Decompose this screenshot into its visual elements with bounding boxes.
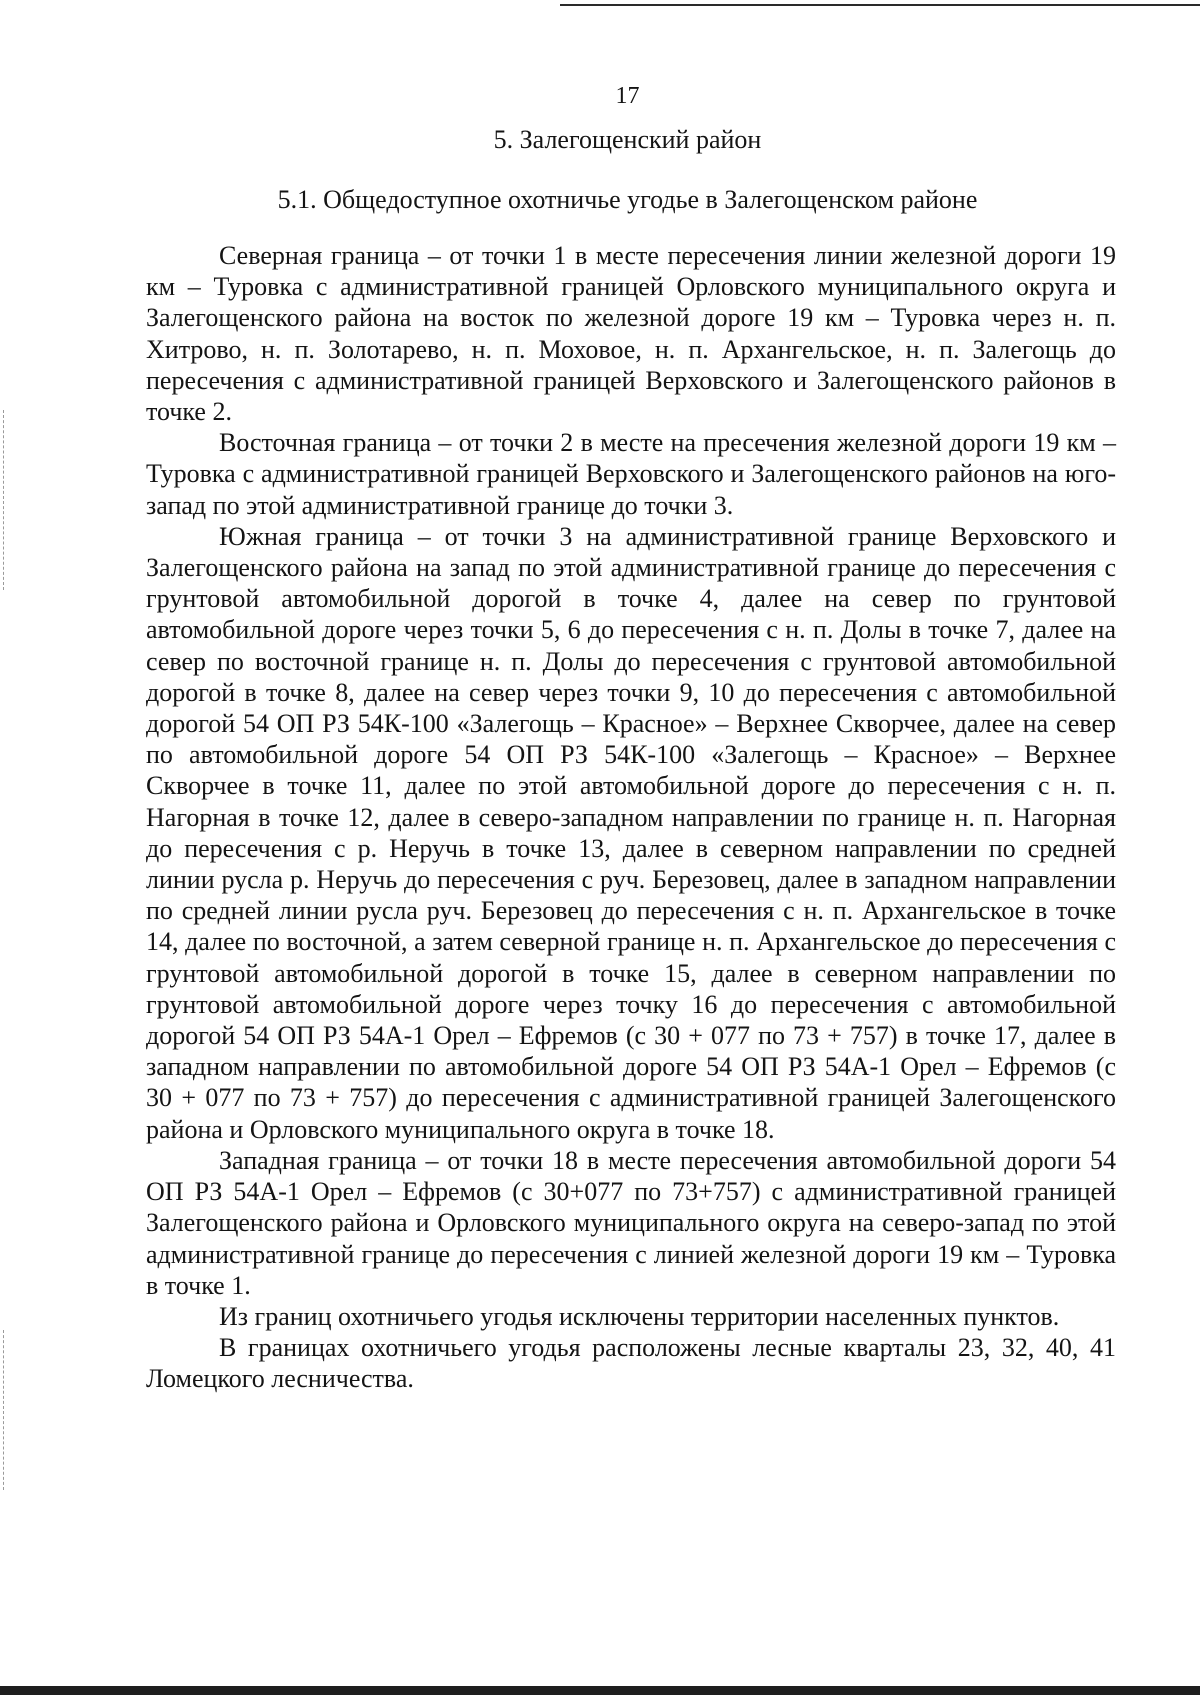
scan-left-edge-mark: [3, 410, 4, 590]
scan-left-edge-mark: [3, 1330, 4, 1490]
scan-bottom-border: [0, 1686, 1200, 1695]
document-body: [146, 240, 1116, 1395]
paragraph-eastern-boundary: Восточная граница – от точки 2 в месте на пресечения железной дороги 19 км – Туровка с административной границей Верховского и Залегощенского районов на юго-запад по этой административной границе до точки 3.: [146, 428, 1116, 520]
paragraph-exclusions: Из границ охотничьего угодья исключены территории населенных пунктов.: [219, 1301, 1060, 1331]
paragraph-western-boundary: Западная граница – от точки 18 в месте пересечения автомобильной дороги 54 ОП РЗ 54А-1 Орел – Ефремов (с 30+077 по 73+757) с административной границей Залегощенского района и Орловского муниципального округа на северо-запад по этой административной границе до пересечения с линией железной дороги 19 км – Туровка в точке 1.: [146, 1145, 1116, 1300]
paragraph-southern-boundary: Южная граница – от точки 3 на административной границе Верховского и Залегощенского района на запад по этой административной границе до пересечения с грунтовой автомобильной дорогой в точке 4, далее на север по грунтовой автомобильной дороге через точки 5, 6 до пересечения с н. п. Долы в точке 7, далее на север по восточной границе н. п. Долы до пересечения с грунтовой автомобильной дорогой в точке 8, далее на север через точки 9, 10 до пересечения с автомобильной дорогой 54 ОП РЗ 54К-100 «Залегощь – Красное» – Верхнее Скворчее, далее на север по автомобильной дороге 54 ОП РЗ 54К-100 «Залегощь – Красное» – Верхнее Скворчее в точке 11, далее по этой автомобильной дороге до пересечения с н. п. Нагорная в точке 12, далее в северо-западном направлении по границе н. п. Нагорная до пересечения с р. Неручь в точке 13, далее в северном направлении по средней линии русла р. Неручь до пересечения с руч. Березовец, далее в западном направлении по средней линии русла руч. Березовец до пересечения с н. п. Архангельское в точке 14, далее по восточной, а затем северной границе н. п. Архангельское до пересечения с грунтовой автомобильной дорогой в точке 15, далее в северном направлении по грунтовой автомобильной дороге через точку 16 до пересечения с автомобильной дорогой 54 ОП РЗ 54А-1 Орел – Ефремов (с 30 + 077 по 73 + 757) в точке 17, далее в западном направлении по автомобильной дороге 54 ОП РЗ 54А-1 Орел – Ефремов (с 30 + 077 по 73 + 757) до пересечения с административной границей Залегощенского района и Орловского муниципального округа в точке 18.: [146, 521, 1116, 1144]
section-title: 5. Залегощенский район: [493, 125, 762, 154]
page-number: 17: [615, 83, 640, 109]
scan-top-border-line: [560, 4, 1200, 6]
subsection-title: 5.1. Общедоступное охотничье угодье в Залегощенском районе: [277, 185, 978, 214]
paragraph-forest-quarters: В границах охотничьего угодья расположены лесные кварталы 23, 32, 40, 41 Ломецкого лесничества.: [146, 1333, 1116, 1394]
paragraph-northern-boundary: Северная граница – от точки 1 в месте пересечения линии железной дороги 19 км – Туровка с административной границей Орловского муниципального округа и Залегощенского района на восток по железной дороге 19 км – Туровка через н. п. Хитрово, н. п. Золотарево, н. п. Моховое, н. п. Архангельское, н. п. Залегощь до пересечения с административной границей Верховского и Залегощенского районов в точке 2.: [146, 241, 1116, 427]
